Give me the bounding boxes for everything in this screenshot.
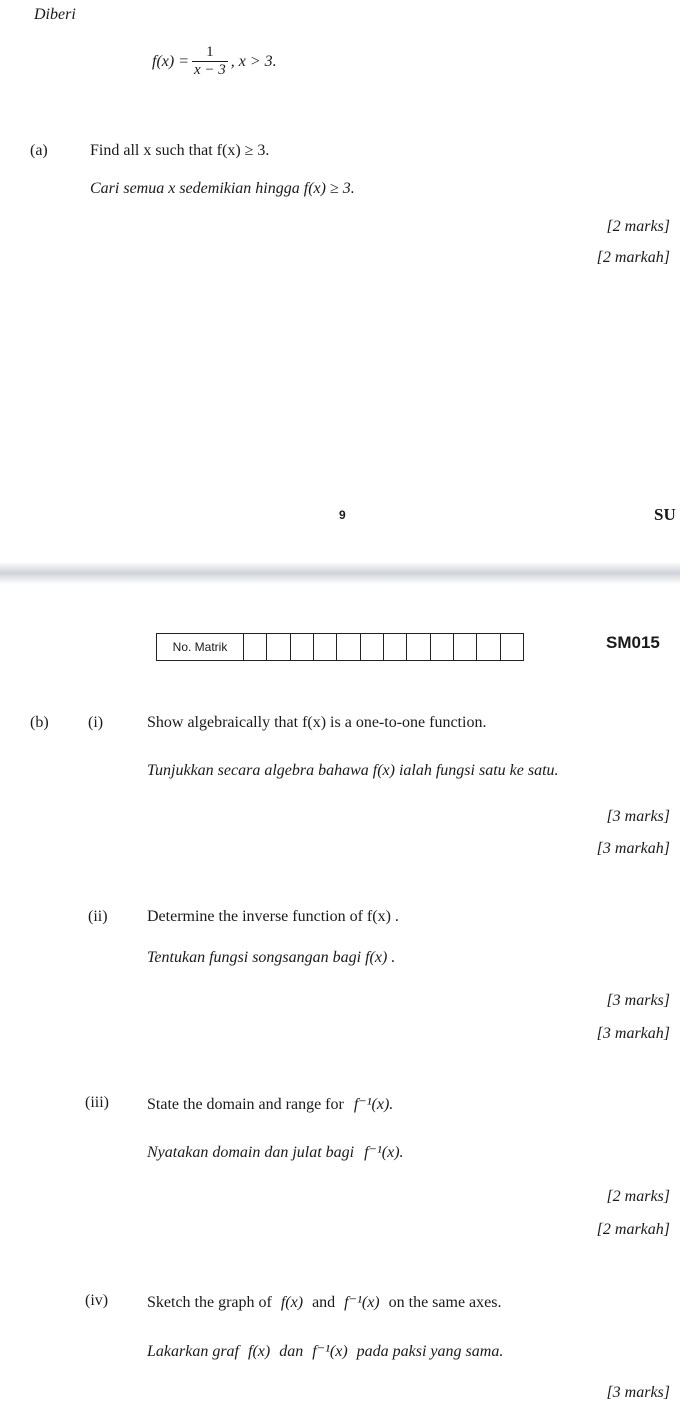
- inverse-function-symbol: f⁻¹(x).: [364, 1144, 404, 1161]
- part-b-label: (b): [30, 714, 49, 731]
- matrix-label: No. Matrik: [157, 634, 244, 660]
- part-b-iv-marks-en: [3 marks]: [606, 1384, 670, 1401]
- matrix-cell: [291, 634, 314, 660]
- part-b-iv-question-en-text: Sketch the graph of: [147, 1294, 272, 1311]
- matrix-number-box: [156, 633, 524, 661]
- conjunction-text: and: [312, 1294, 336, 1311]
- fraction-numerator: 1: [206, 44, 214, 60]
- part-b-ii-label: (ii): [88, 908, 108, 925]
- part-b-iv-question-ms-tail: pada paksi yang sama.: [356, 1343, 504, 1360]
- matrix-cell: [244, 634, 267, 660]
- part-b-iii-question-en-text: State the domain and range for: [147, 1096, 344, 1113]
- matrix-cell: [361, 634, 384, 660]
- part-b-iv-question-ms-text: Lakarkan graf: [147, 1343, 239, 1360]
- course-code: SM015: [606, 633, 660, 652]
- part-b-i-question-en: Show algebraically that f(x) is a one-to-one function.: [147, 714, 487, 731]
- part-b-iii-question-ms: [147, 1142, 404, 1162]
- part-a-marks-en: [2 marks]: [606, 218, 670, 235]
- part-a-label: (a): [30, 142, 48, 159]
- part-b-ii-question-ms: Tentukan fungsi songsangan bagi f(x) .: [147, 949, 396, 966]
- function-fraction: [192, 44, 228, 79]
- function-lhs: f(x) =: [152, 52, 189, 70]
- matrix-cell: [501, 634, 523, 660]
- part-b-iii-question-ms-text: Nyatakan domain dan julat bagi: [147, 1144, 355, 1161]
- page-divider: [0, 562, 680, 584]
- matrix-cell: [454, 634, 477, 660]
- part-a-question-en: Find all x such that f(x) ≥ 3.: [90, 142, 270, 159]
- part-a-marks-ms: [2 markah]: [596, 249, 670, 266]
- part-b-i-marks-en: [3 marks]: [606, 808, 670, 825]
- matrix-cell: [267, 634, 290, 660]
- part-b-iv-question-en-tail: on the same axes.: [388, 1294, 502, 1311]
- part-b-iii-marks-en: [2 marks]: [606, 1188, 670, 1205]
- part-b-iv-question-en: [147, 1292, 501, 1312]
- part-b-i-label: (i): [88, 714, 104, 731]
- function-symbol: f(x): [248, 1343, 271, 1360]
- function-symbol: f(x): [280, 1294, 304, 1311]
- page-number: 9: [339, 508, 346, 522]
- function-definition: [152, 44, 277, 79]
- part-b-iv-question-ms: [147, 1341, 503, 1361]
- inverse-function-symbol: f⁻¹(x): [344, 1294, 380, 1311]
- matrix-cell: [337, 634, 360, 660]
- matrix-cell: [314, 634, 337, 660]
- matrix-cell: [431, 634, 454, 660]
- inverse-function-symbol: f⁻¹(x).: [353, 1096, 394, 1113]
- part-b-iii-marks-ms: [2 markah]: [596, 1221, 670, 1238]
- given-label: Diberi: [34, 6, 76, 23]
- fraction-denominator: x − 3: [194, 62, 226, 78]
- part-b-i-question-ms: Tunjukkan secara algebra bahawa f(x) ialah fungsi satu ke satu.: [147, 762, 559, 779]
- part-b-iii-label: (iii): [85, 1094, 109, 1111]
- part-b-ii-marks-en: [3 marks]: [606, 992, 670, 1009]
- matrix-cell: [477, 634, 500, 660]
- conjunction-text: dan: [279, 1343, 304, 1360]
- part-b-iv-label: (iv): [85, 1292, 109, 1309]
- part-b-ii-question-en: Determine the inverse function of f(x) .: [147, 908, 399, 925]
- part-b-i-marks-ms: [3 markah]: [596, 840, 670, 857]
- inverse-function-symbol: f⁻¹(x): [312, 1343, 348, 1360]
- part-b-ii-marks-ms: [3 markah]: [596, 1025, 670, 1042]
- part-a-question-ms: Cari semua x sedemikian hingga f(x) ≥ 3.: [90, 180, 355, 197]
- continue-marker: SU: [654, 505, 676, 524]
- matrix-cell: [384, 634, 407, 660]
- function-condition: , x > 3.: [230, 52, 277, 70]
- matrix-cell: [407, 634, 430, 660]
- part-b-iii-question-en: [147, 1094, 393, 1114]
